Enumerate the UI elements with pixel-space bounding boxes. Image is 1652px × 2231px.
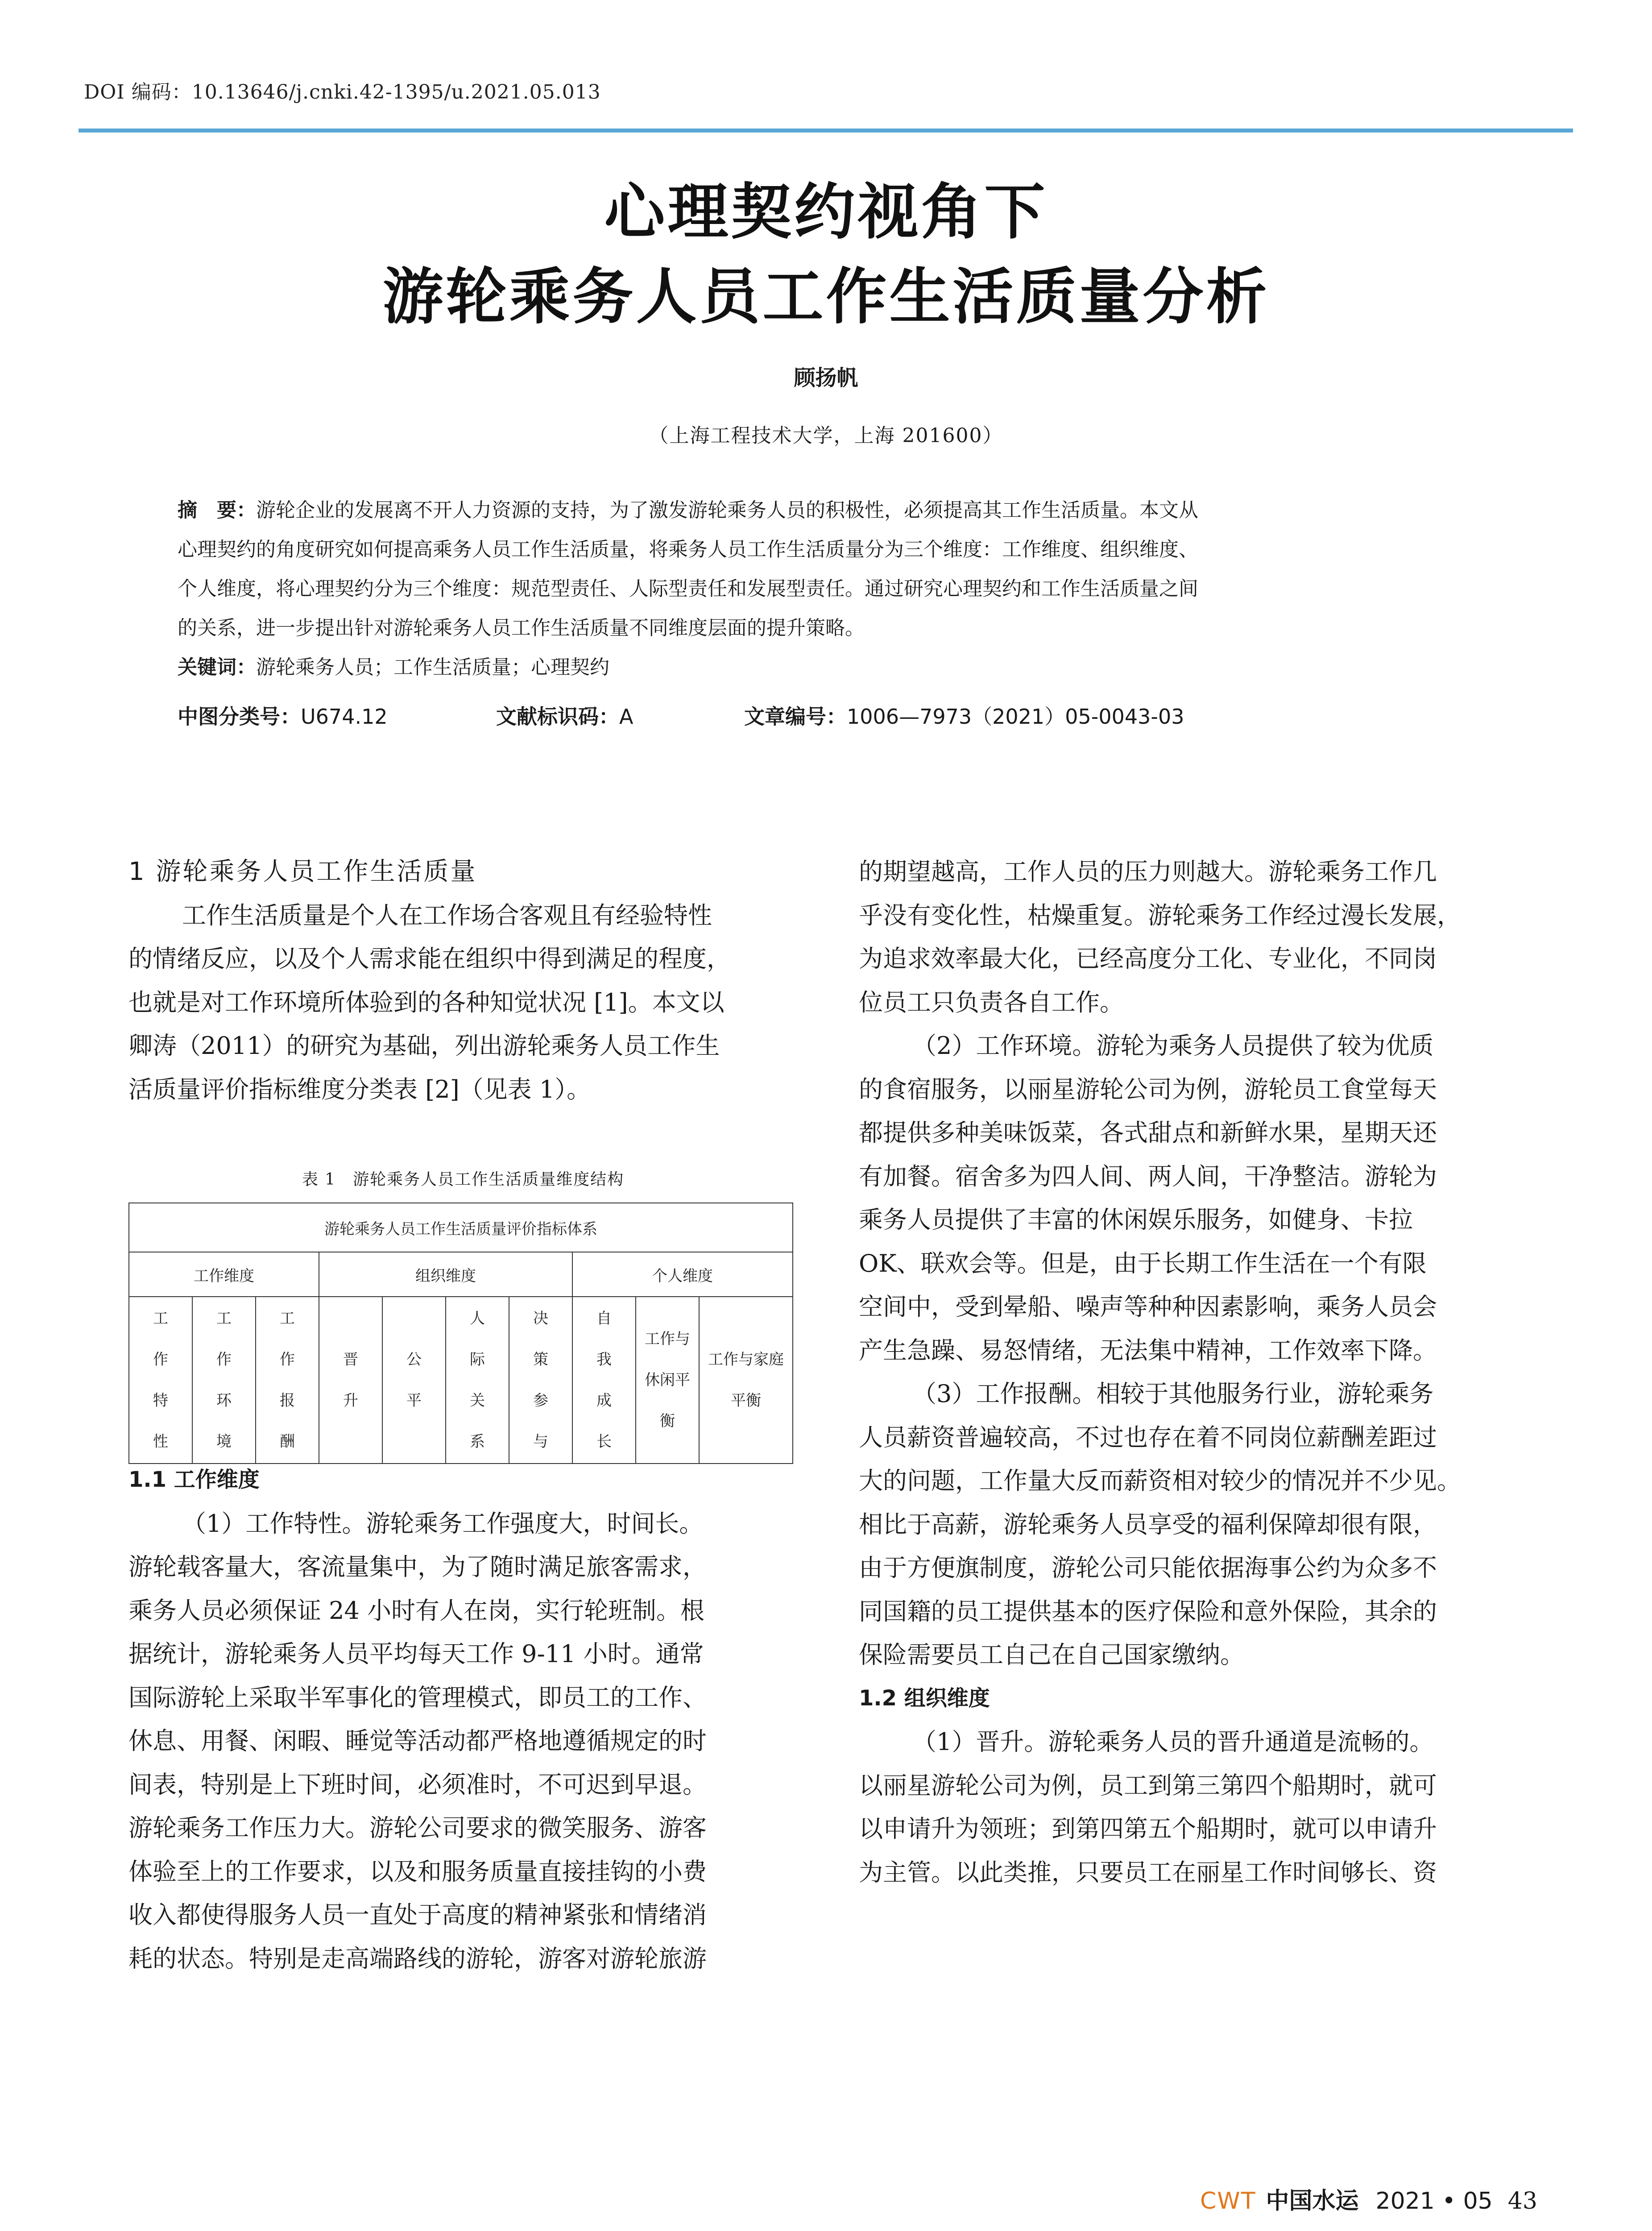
body-line: 保险需要员工自己在自己国家缴纳。 <box>859 1641 1244 1669</box>
body-line: 为追求效率最大化，已经高度分工化、专业化，不同岗 <box>859 945 1437 973</box>
table-group: 工作维度 <box>129 1252 319 1297</box>
table-item: 工 作 环 境 <box>192 1297 256 1464</box>
body-line: OK、联欢会等。但是，由于长期工作生活在一个有限 <box>859 1249 1427 1277</box>
table-item: 决 策 参 与 <box>509 1297 572 1464</box>
dimension-table <box>128 1203 793 1464</box>
body-line: 间表，特别是上下班时间，必须准时，不可迟到早退。 <box>128 1770 707 1799</box>
table-item: 工作与家庭 平衡 <box>699 1297 793 1464</box>
table-item: 公 平 <box>382 1297 446 1464</box>
abstract-line: 游轮企业的发展离不开人力资源的支持，为了激发游轮乘务人员的积极性，必须提高其工作生活质量。本文从 <box>256 499 1198 522</box>
body-line: （3）工作报酬。相较于其他服务行业，游轮乘务 <box>912 1380 1434 1408</box>
title-line-2: 游轮乘务人员工作生活质量分析 <box>382 262 1270 332</box>
affiliation: （上海工程技术大学，上海 201600） <box>649 424 1003 447</box>
body-line: （2）工作环境。游轮为乘务人员提供了较为优质 <box>912 1032 1434 1060</box>
body-line: 耗的状态。特别是走高端路线的游轮，游客对游轮旅游 <box>128 1944 707 1973</box>
body-line: 相比于高薪，游轮乘务人员享受的福利保障却很有限， <box>859 1510 1437 1538</box>
body-line: （1）晋升。游轮乘务人员的晋升通道是流畅的。 <box>912 1728 1434 1756</box>
subsection-heading: 1.2 组织维度 <box>859 1685 990 1711</box>
table-group: 个人维度 <box>572 1252 793 1297</box>
body-line: 收入都使得服务人员一直处于高度的精神紧张和情绪消 <box>128 1901 707 1929</box>
body-line: 同国籍的员工提供基本的医疗保险和意外保险，其余的 <box>859 1597 1437 1626</box>
table-item: 工 作 特 性 <box>129 1297 192 1464</box>
abstract <box>178 491 1476 687</box>
body-line: 活质量评价指标维度分类表 [2]（见表 1）。 <box>128 1075 591 1103</box>
subsection-heading: 1.1 工作维度 <box>128 1467 260 1492</box>
body-line: 产生急躁、易怒情绪，无法集中精神，工作效率下降。 <box>859 1336 1437 1364</box>
body-line: 的食宿服务，以丽星游轮公司为例，游轮员工食堂每天 <box>859 1075 1437 1103</box>
body-line: 乎没有变化性，枯燥重复。游轮乘务工作经过漫长发展， <box>859 901 1461 929</box>
body-line: 游轮乘务工作压力大。游轮公司要求的微笑服务、游客 <box>128 1814 707 1842</box>
body-line: 由于方便旗制度，游轮公司只能依据海事公约为众多不 <box>859 1554 1437 1582</box>
body-line: 也就是对工作环境所体验到的各种知觉状况 [1]。本文以 <box>128 988 725 1016</box>
body-line: 卿涛（2011）的研究为基础，列出游轮乘务人员工作生 <box>128 1032 720 1060</box>
left-column-bottom <box>128 1458 707 1980</box>
author: 顾扬帆 <box>794 365 858 390</box>
body-line: 的情绪反应，以及个人需求能在组织中得到满足的程度， <box>128 945 731 973</box>
journal-name: 中国水运 <box>1266 2187 1359 2214</box>
table-item: 自 我 成 长 <box>572 1297 636 1464</box>
keywords-label: 关键词： <box>178 656 256 679</box>
table-header: 游轮乘务人员工作生活质量评价指标体系 <box>129 1203 793 1252</box>
body-line: （1）工作特性。游轮乘务工作强度大，时间长。 <box>182 1509 704 1538</box>
body-line: 人员薪资普遍较高，不过也存在着不同岗位薪酬差距过 <box>859 1423 1437 1451</box>
body-line: 游轮载客量大，客流量集中，为了随时满足旅客需求， <box>128 1553 707 1581</box>
keywords: 游轮乘务人员；工作生活质量；心理契约 <box>256 656 609 679</box>
body-line: 国际游轮上采取半军事化的管理模式，即员工的工作、 <box>128 1683 707 1712</box>
body-line: 为主管。以此类推，只要员工在丽星工作时间够长、资 <box>859 1858 1437 1887</box>
table-group: 组织维度 <box>319 1252 572 1297</box>
body-line: 位员工只负责各自工作。 <box>859 988 1124 1016</box>
body-line: 空间中，受到晕船、噪声等种种因素影响，乘务人员会 <box>859 1293 1437 1321</box>
body-line: 大的问题，工作量大反而薪资相对较少的情况并不少见。 <box>859 1467 1461 1495</box>
body-line: 的期望越高，工作人员的压力则越大。游轮乘务工作几 <box>859 858 1437 886</box>
article-number: 文章编号：1006—7973（2021）05-0043-03 <box>744 705 1184 729</box>
doi-line: DOI 编码：10.13646/j.cnki.42-1395/u.2021.05.013 <box>84 81 601 104</box>
document-code: 文献标识码：A <box>496 705 633 729</box>
body-line: 休息、用餐、闲暇、睡觉等活动都严格地遵循规定的时 <box>128 1727 707 1755</box>
section-heading: 1 游轮乘务人员工作生活质量 <box>128 857 477 886</box>
table-item: 人 际 关 系 <box>446 1297 509 1464</box>
body-line: 乘务人员提供了丰富的休闲娱乐服务，如健身、卡拉 <box>859 1206 1413 1234</box>
abstract-line: 心理契约的角度研究如何提高乘务人员工作生活质量，将乘务人员工作生活质量分为三个维度：工作维度、组织维度、 <box>178 538 1198 561</box>
table-item: 工 作 报 酬 <box>256 1297 319 1464</box>
brand-logo: CWT <box>1200 2188 1256 2214</box>
body-line: 据统计，游轮乘务人员平均每天工作 9-11 小时。通常 <box>128 1640 704 1668</box>
table-item: 晋 升 <box>319 1297 382 1464</box>
body-line: 乘务人员必须保证 24 小时有人在岗，实行轮班制。根 <box>128 1596 705 1625</box>
body-line: 有加餐。宿舍多为四人间、两人间，干净整洁。游轮为 <box>859 1162 1437 1190</box>
body-line: 体验至上的工作要求，以及和服务质量直接挂钩的小费 <box>128 1857 707 1886</box>
right-column <box>859 850 1461 1894</box>
abstract-line: 的关系，进一步提出针对游轮乘务人员工作生活质量不同维度层面的提升策略。 <box>178 617 865 639</box>
page-number: 43 <box>1507 2188 1537 2214</box>
header-rule <box>79 129 1573 133</box>
title-line-1: 心理契约视角下 <box>604 177 1048 248</box>
table-caption: 表 1 游轮乘务人员工作生活质量维度结构 <box>302 1170 625 1189</box>
clc-code: 中图分类号：U674.12 <box>178 705 388 729</box>
page-footer <box>1200 2182 1537 2215</box>
issue-number: 2021 • 05 <box>1375 2188 1493 2214</box>
body-line: 工作生活质量是个人在工作场合客观且有经验特性 <box>182 901 712 929</box>
left-column-top <box>128 850 731 1111</box>
abstract-line: 个人维度，将心理契约分为三个维度：规范型责任、人际型责任和发展型责任。通过研究心理契约和工作生活质量之间 <box>178 577 1198 600</box>
body-line: 以申请升为领班；到第四第五个船期时，就可以申请升 <box>859 1815 1437 1843</box>
body-line: 都提供多种美味饭菜，各式甜点和新鲜水果，星期天还 <box>859 1119 1437 1147</box>
body-line: 以丽星游轮公司为例，员工到第三第四个船期时，就可 <box>859 1771 1437 1800</box>
abstract-label: 摘 要： <box>178 499 256 522</box>
table-item: 工作与 休闲平 衡 <box>636 1297 699 1464</box>
